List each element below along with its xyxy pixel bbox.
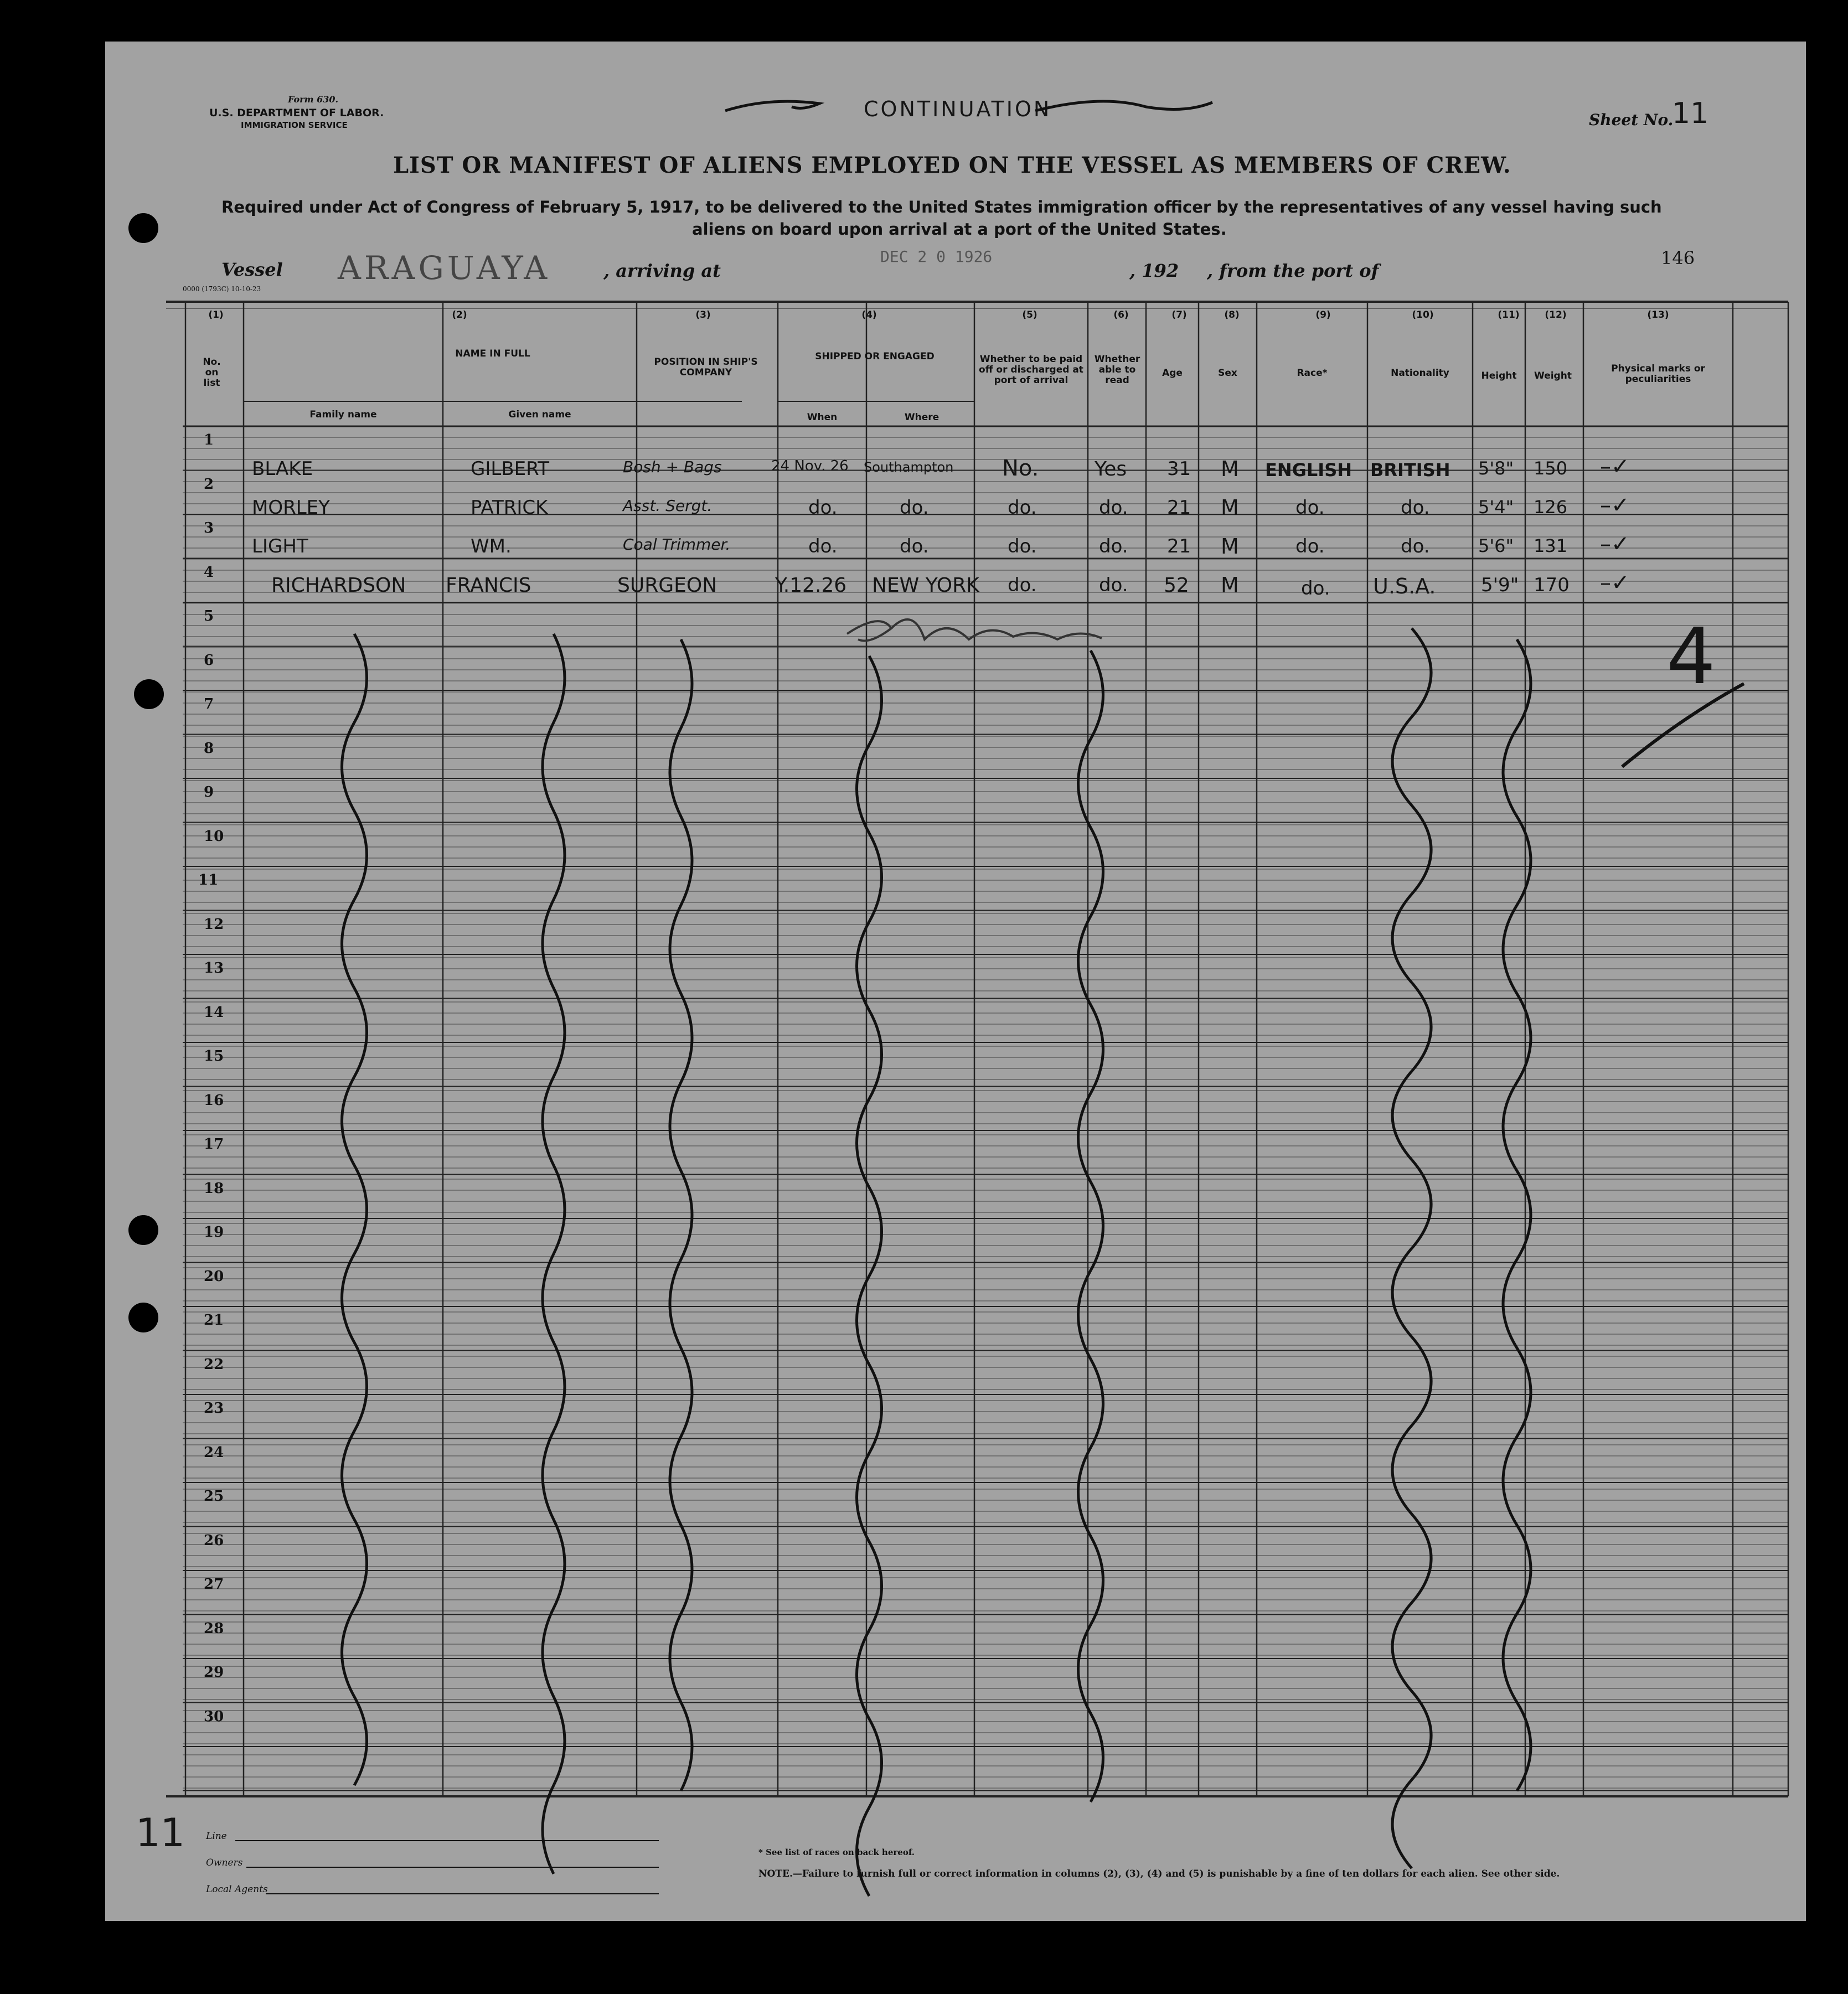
row-number: 16 — [204, 1092, 224, 1109]
row-number: 13 — [204, 960, 224, 977]
given-name: FRANCIS — [446, 574, 531, 597]
where: do. — [900, 535, 929, 557]
weight: 150 — [1534, 458, 1568, 479]
race: do. — [1295, 497, 1325, 519]
height: 5'6" — [1478, 535, 1514, 556]
colnum-13: (13) — [1647, 309, 1669, 321]
check-mark: –✓ — [1600, 570, 1630, 596]
print-code: 0000 (1793C) 10-10-23 — [183, 285, 261, 293]
able-to-read: do. — [1099, 574, 1128, 596]
header-sex: Sex — [1218, 368, 1237, 379]
date-stamp: DEC 2 0 1926 — [880, 247, 993, 266]
row-number: 23 — [204, 1400, 224, 1417]
row-number: 5 — [204, 608, 214, 624]
row-number: 6 — [204, 652, 214, 669]
race: do. — [1301, 577, 1330, 600]
position: SURGEON — [617, 574, 717, 597]
row-number: 14 — [204, 1004, 224, 1021]
where: Southampton — [864, 459, 954, 475]
total-count: 4 — [1666, 612, 1716, 702]
header-no-on-list: No. on list — [203, 357, 221, 389]
header-age: Age — [1162, 368, 1183, 379]
manifest-title: LIST OR MANIFEST OF ALIENS EMPLOYED ON THE VESSEL AS MEMBERS OF CREW. — [393, 152, 1511, 178]
colnum-3: (3) — [695, 309, 711, 321]
row-number: 30 — [204, 1708, 224, 1725]
when: 24 Nov. 26 — [771, 458, 849, 474]
weight: 126 — [1534, 497, 1568, 518]
row-number: 12 — [204, 916, 224, 933]
footer-rules — [105, 42, 1806, 1921]
row-number: 19 — [204, 1224, 224, 1241]
nationality: BRITISH — [1370, 459, 1450, 481]
given-name: GILBERT — [471, 458, 550, 480]
colnum-1: (1) — [208, 309, 224, 321]
able-to-read: do. — [1099, 535, 1128, 557]
row-number: 26 — [204, 1532, 224, 1549]
family-name: LIGHT — [252, 535, 308, 557]
header-height: Height — [1481, 370, 1517, 381]
race: do. — [1295, 535, 1325, 557]
sex: M — [1221, 534, 1239, 559]
when: do. — [808, 535, 838, 557]
header-name-in-full: NAME IN FULL — [455, 348, 530, 359]
age: 21 — [1167, 497, 1191, 519]
punch-hole — [0, 1201, 13, 1234]
row-number: 29 — [204, 1664, 224, 1681]
height: 5'9" — [1481, 574, 1519, 596]
row-number: 28 — [204, 1620, 224, 1637]
row-number: 4 — [204, 564, 214, 581]
colnum-11: (11) — [1498, 309, 1520, 321]
row-number: 11 — [198, 872, 219, 888]
punch-hole — [0, 1578, 13, 1611]
row-number: 20 — [204, 1268, 224, 1285]
row-number: 10 — [204, 828, 224, 845]
year-label: , 192 — [1129, 260, 1179, 281]
row-number: 8 — [204, 740, 214, 757]
race: ENGLISH — [1265, 459, 1353, 481]
row-number: 22 — [204, 1356, 224, 1373]
family-name: RICHARDSON — [271, 574, 406, 597]
colnum-5: (5) — [1022, 309, 1037, 321]
department-name: U.S. DEPARTMENT OF LABOR. — [209, 107, 384, 119]
header-where: Where — [904, 412, 940, 423]
able-to-read: Yes — [1095, 458, 1127, 481]
sex: M — [1221, 495, 1239, 520]
manifest-sheet — [105, 42, 1806, 1921]
header-race: Race* — [1297, 368, 1328, 379]
when: do. — [808, 497, 838, 519]
subtitle-line-2: aliens on board upon arrival at a port of the United States. — [692, 220, 1227, 239]
form-number: Form 630. — [288, 94, 339, 105]
sheet-number: 11 — [1672, 97, 1709, 130]
check-mark: –✓ — [1600, 531, 1630, 557]
paid-off: No. — [1002, 456, 1039, 481]
header-weight: Weight — [1534, 370, 1572, 381]
age: 21 — [1167, 535, 1191, 557]
subtitle-line-1: Required under Act of Congress of February 5, 1917, to be delivered to the United States immigration officer by the representatives of any vessel having such — [221, 198, 1662, 216]
position: Coal Trimmer. — [623, 535, 731, 554]
row-number: 3 — [204, 520, 214, 536]
sex: M — [1221, 457, 1239, 481]
punch-hole — [0, 1666, 13, 1699]
row-number: 17 — [204, 1136, 224, 1153]
colnum-12: (12) — [1545, 309, 1567, 321]
position: Asst. Sergt. — [623, 497, 713, 515]
vessel-label: Vessel — [221, 259, 283, 280]
footer-owners-label: Owners — [206, 1857, 243, 1868]
row-number: 21 — [204, 1312, 224, 1329]
punch-hole — [0, 210, 13, 244]
weight: 170 — [1534, 574, 1570, 596]
header-when: When — [807, 412, 838, 423]
colnum-6: (6) — [1113, 309, 1129, 321]
vessel-name: ARAGUAYA — [338, 249, 551, 287]
penalty-note: NOTE.—Failure to furnish full or correct information in columns (2), (3), (4) and (5) is punishable by a fine of ten dollars for each alien. See other side. — [758, 1868, 1560, 1879]
when: Y.12.26 — [775, 574, 847, 597]
family-name: BLAKE — [252, 458, 313, 480]
colnum-7: (7) — [1171, 309, 1187, 321]
check-mark: –✓ — [1600, 454, 1630, 479]
colnum-4: (4) — [861, 309, 877, 321]
row-number: 24 — [204, 1444, 224, 1461]
paid-off: do. — [1008, 535, 1037, 557]
nationality: U.S.A. — [1373, 574, 1436, 598]
header-marks: Physical marks or peculiarities — [1611, 363, 1705, 385]
paid-off: do. — [1008, 497, 1037, 519]
row-number: 7 — [204, 696, 214, 712]
footer-agents-label: Local Agents — [206, 1884, 268, 1895]
races-note: * See list of races on back hereof. — [758, 1847, 915, 1857]
sex: M — [1221, 573, 1239, 597]
sheet-label: Sheet No. — [1589, 111, 1674, 129]
colnum-9: (9) — [1315, 309, 1331, 321]
arriving-label: , arriving at — [603, 260, 721, 281]
height: 5'4" — [1478, 497, 1514, 518]
position: Bosh + Bags — [623, 458, 722, 476]
height: 5'8" — [1478, 458, 1514, 479]
from-port-label: , from the port of — [1207, 260, 1379, 281]
able-to-read: do. — [1099, 497, 1128, 519]
header-given-name: Given name — [508, 409, 571, 420]
row-number: 27 — [204, 1576, 224, 1593]
nationality: do. — [1401, 535, 1430, 557]
header-shipped: SHIPPED OR ENGAGED — [815, 351, 935, 362]
header-able-to-read: Whether able to read — [1094, 354, 1140, 386]
nationality: do. — [1401, 497, 1430, 519]
weight: 131 — [1534, 535, 1568, 556]
header-nationality: Nationality — [1391, 368, 1449, 379]
page-number: 146 — [1661, 247, 1695, 268]
colnum-2: (2) — [452, 309, 467, 321]
row-number: 18 — [204, 1180, 224, 1197]
paid-off: do. — [1008, 574, 1037, 596]
service-name: IMMIGRATION SERVICE — [241, 120, 348, 130]
corner-mark: 11 — [136, 1810, 185, 1856]
footer-line-label: Line — [206, 1831, 227, 1842]
age: 31 — [1167, 458, 1191, 480]
row-number: 25 — [204, 1488, 224, 1505]
check-mark: –✓ — [1600, 493, 1630, 518]
where: NEW YORK — [872, 574, 979, 597]
given-name: WM. — [471, 535, 512, 557]
header-position: POSITION IN SHIP'S COMPANY — [654, 357, 758, 378]
row-number: 15 — [204, 1048, 224, 1065]
continuation-heading: CONTINUATION — [864, 97, 1052, 121]
punch-hole — [0, 304, 13, 338]
where: do. — [900, 497, 929, 519]
colnum-8: (8) — [1224, 309, 1240, 321]
row-number: 1 — [204, 432, 214, 448]
row-number: 9 — [204, 784, 214, 800]
colnum-10: (10) — [1412, 309, 1434, 321]
row-number: 2 — [204, 476, 214, 493]
punch-hole — [0, 1290, 13, 1323]
header-paid-off: Whether to be paid off or discharged at port of arrival — [979, 354, 1083, 386]
header-family-name: Family name — [309, 409, 377, 420]
age: 52 — [1164, 574, 1189, 597]
family-name: MORLEY — [252, 497, 330, 519]
punch-hole — [0, 670, 13, 703]
given-name: PATRICK — [471, 497, 548, 519]
